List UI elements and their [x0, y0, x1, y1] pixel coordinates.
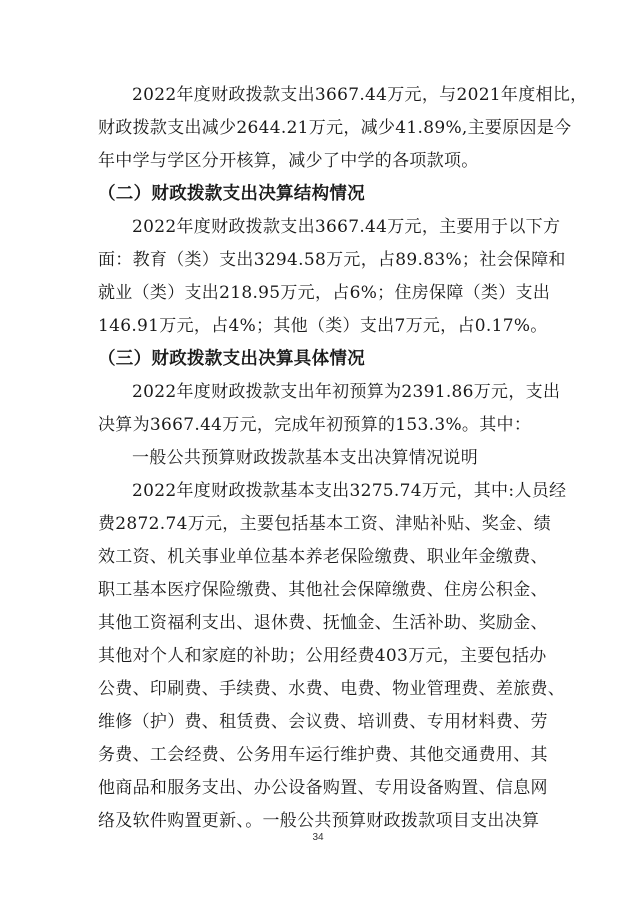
paragraph-line: 职工基本医疗保险缴费、其他社会保障缴费、住房公积金、 [98, 580, 548, 600]
paragraph-line: 决算为3667.44万元，完成年初预算的153.3%。其中： [98, 415, 532, 435]
paragraph-line: 2022年度财政拨款支出3667.44万元，主要用于以下方 [132, 217, 561, 237]
paragraph-line: 年中学与学区分开核算，减少了中学的各项款项。 [98, 151, 479, 171]
paragraph-line: 面：教育（类）支出3294.58万元，占89.83%；社会保障和 [98, 250, 566, 270]
paragraph-line: 2022年度财政拨款支出3667.44万元，与2021年度相比， [132, 85, 588, 105]
paragraph-line: 络及软件购置更新、。一般公共预算财政拨款项目支出决算 [98, 811, 540, 831]
section-heading: （二）财政拨款支出决算结构情况 [98, 184, 365, 204]
paragraph-line: 其他对个人和家庭的补助；公用经费403万元，主要包括办 [98, 646, 547, 666]
paragraph-line: 他商品和服务支出、办公设备购置、专用设备购置、信息网 [98, 778, 548, 798]
paragraph-line: 费2872.74万元，主要包括基本工资、津贴补贴、奖金、绩 [98, 514, 551, 534]
paragraph-line: 146.91万元，占4%；其他（类）支出7万元，占0.17%。 [98, 316, 548, 336]
paragraph-line: 效工资、机关事业单位基本养老保险缴费、职业年金缴费、 [98, 547, 548, 567]
paragraph-line: 2022年度财政拨款基本支出3275.74万元，其中:人员经 [132, 481, 567, 501]
paragraph-line: 维修（护）费、租赁费、会议费、培训费、专用材料费、劳 [98, 712, 548, 732]
subsection-title: 一般公共预算财政拨款基本支出决算情况说明 [132, 448, 478, 468]
paragraph-line: 务费、工会经费、公务用车运行维护费、其他交通费用、其 [98, 745, 548, 765]
paragraph-line: 就业（类）支出218.95万元，占6%；住房保障（类）支出 [98, 283, 551, 303]
paragraph-line: 2022年度财政拨款支出年初预算为2391.86万元，支出 [132, 382, 561, 402]
paragraph-line: 其他工资福利支出、退休费、抚恤金、生活补助、奖励金、 [98, 613, 548, 633]
section-heading: （三）财政拨款支出决算具体情况 [98, 349, 365, 369]
page-number: 34 [312, 832, 324, 843]
paragraph-line: 财政拨款支出减少2644.21万元，减少41.89%,主要原因是今 [98, 118, 572, 138]
paragraph-line: 公费、印刷费、手续费、水费、电费、物业管理费、差旅费、 [98, 679, 566, 699]
